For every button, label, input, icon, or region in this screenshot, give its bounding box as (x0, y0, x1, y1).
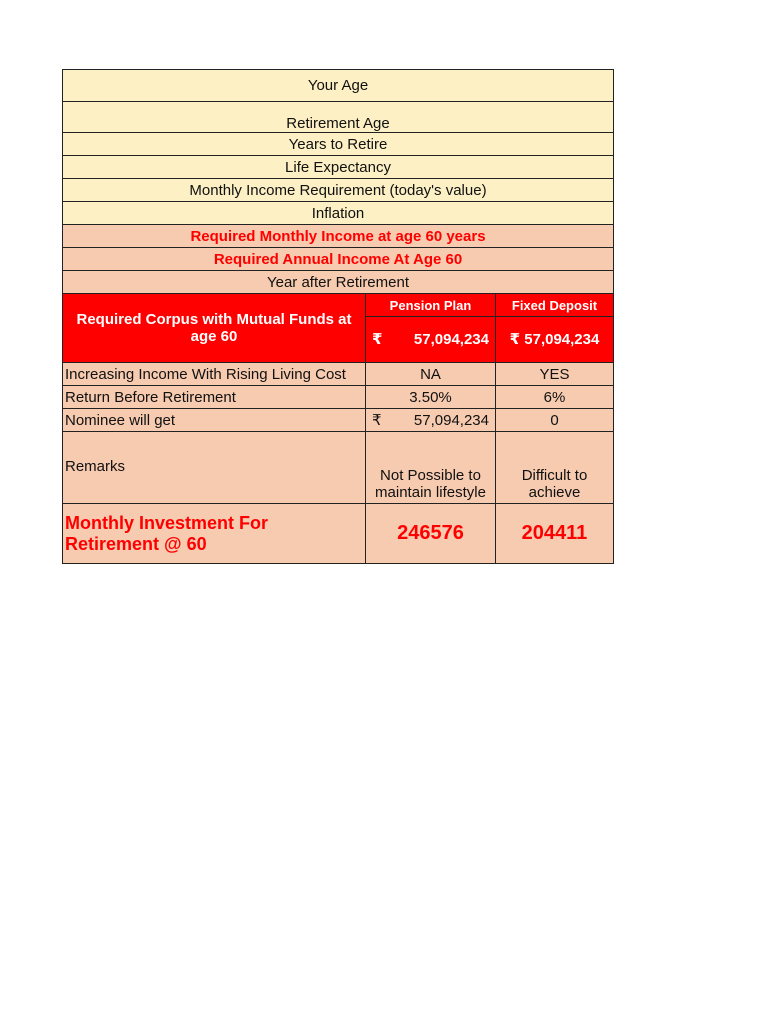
required-corpus-label[interactable]: Required Corpus with Mutual Funds at age 60 (63, 294, 366, 363)
nominee-will-get-label[interactable]: Nominee will get (63, 409, 366, 432)
pension-corpus-cell[interactable] (366, 317, 496, 363)
row-life-expectancy (63, 156, 614, 179)
your-age-label[interactable]: Your Age (63, 70, 614, 102)
inflation-label[interactable]: Inflation (63, 202, 614, 225)
increasing-income-pension[interactable]: NA (366, 363, 496, 386)
increasing-income-fd[interactable]: YES (496, 363, 614, 386)
pension-plan-header[interactable]: Pension Plan (366, 294, 496, 317)
monthly-investment-fd[interactable]: 204411 (496, 504, 614, 564)
return-before-retirement-label[interactable]: Return Before Retirement (63, 386, 366, 409)
row-required-annual-income (63, 248, 614, 271)
rupee-symbol: ₹ (372, 331, 383, 348)
row-nominee-will-get (63, 409, 614, 432)
remarks-fd[interactable]: Difficult to achieve (496, 432, 614, 504)
nominee-fd-value[interactable]: 0 (496, 409, 614, 432)
monthly-income-requirement-label[interactable]: Monthly Income Requirement (today's value) (63, 179, 614, 202)
return-before-retirement-fd[interactable]: 6% (496, 386, 614, 409)
retirement-age-label[interactable]: Retirement Age (63, 102, 614, 133)
row-return-before-retirement (63, 386, 614, 409)
row-monthly-income-requirement (63, 179, 614, 202)
return-before-retirement-pension[interactable]: 3.50% (366, 386, 496, 409)
row-year-after-retirement (63, 271, 614, 294)
monthly-investment-label[interactable]: Monthly Investment For Retirement @ 60 (63, 504, 366, 564)
fixed-deposit-corpus-value[interactable]: ₹ 57,094,234 (496, 317, 614, 363)
row-monthly-investment (63, 504, 614, 564)
required-annual-income-label[interactable]: Required Annual Income At Age 60 (63, 248, 614, 271)
retirement-planning-sheet (62, 69, 614, 564)
life-expectancy-label[interactable]: Life Expectancy (63, 156, 614, 179)
row-increasing-income (63, 363, 614, 386)
row-years-to-retire (63, 133, 614, 156)
row-your-age (63, 70, 614, 102)
row-remarks (63, 432, 614, 504)
required-monthly-income-label[interactable]: Required Monthly Income at age 60 years (63, 225, 614, 248)
row-retirement-age (63, 102, 614, 133)
nominee-pension-cell[interactable] (366, 409, 496, 432)
nominee-pension-value: 57,094,234 (413, 411, 489, 429)
remarks-pension[interactable]: Not Possible to maintain lifestyle (366, 432, 496, 504)
row-corpus-header (63, 294, 614, 317)
row-required-monthly-income (63, 225, 614, 248)
increasing-income-label[interactable]: Increasing Income With Rising Living Cost (63, 363, 366, 386)
fixed-deposit-header[interactable]: Fixed Deposit (496, 294, 614, 317)
remarks-label[interactable]: Remarks (63, 432, 366, 504)
pension-corpus-value: 57,094,234 (413, 331, 489, 348)
rupee-symbol: ₹ (372, 411, 382, 429)
year-after-retirement-label[interactable]: Year after Retirement (63, 271, 614, 294)
years-to-retire-label[interactable]: Years to Retire (63, 133, 614, 156)
monthly-investment-pension[interactable]: 246576 (366, 504, 496, 564)
row-inflation (63, 202, 614, 225)
